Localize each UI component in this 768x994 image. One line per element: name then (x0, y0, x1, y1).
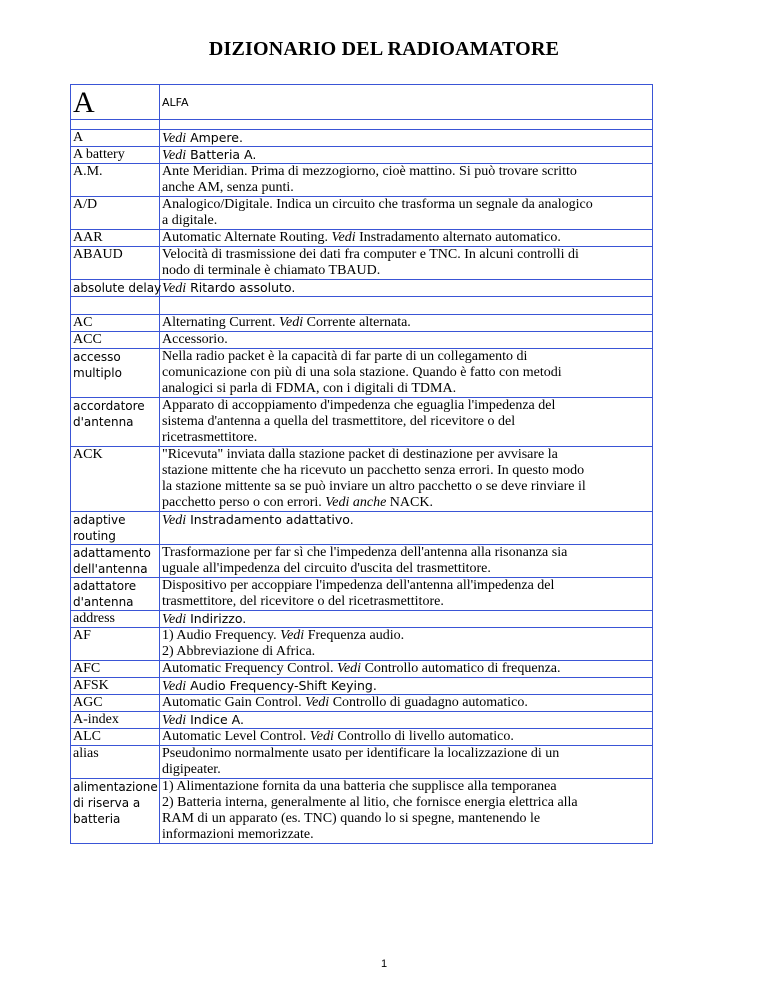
definition-text: "Ricevuta" inviata dalla stazione packet di destinazione per avvisare la (162, 447, 558, 462)
entry-definition (160, 447, 653, 512)
definition-text: Nella radio packet è la capacità di far parte di un collegamento di (162, 349, 528, 364)
vedi-reference: Vedi (331, 230, 356, 245)
dictionary-entry (71, 678, 653, 695)
dictionary-entry (71, 230, 653, 247)
definition-text: informazioni memorizzate. (162, 827, 314, 842)
entry-term (71, 695, 160, 712)
definition-line (162, 779, 650, 795)
cross-reference: Ritardo assoluto. (186, 280, 296, 295)
entry-definition (160, 332, 653, 349)
definition-line (162, 463, 650, 479)
definition-text: ricetrasmettitore. (162, 430, 258, 445)
section-header-row (71, 85, 653, 120)
dictionary-entry (71, 729, 653, 746)
definition-text: 2) Batteria interna, generalmente al litio, che fornisce energia elettrica alla (162, 795, 578, 810)
term-line: absolute delay (73, 281, 162, 295)
entry-term (71, 130, 160, 147)
definition-text: Trasformazione per far sì che l'impedenza dell'antenna alla risonanza sia (162, 545, 568, 560)
dictionary-entry (71, 247, 653, 280)
section-label: ALFA (160, 85, 653, 120)
definition-text: Alternating Current. (162, 315, 280, 330)
entry-term (71, 398, 160, 447)
term-line: AFSK (73, 678, 109, 693)
term-line: address (73, 611, 115, 626)
definition-line (162, 230, 650, 246)
vedi-reference: Vedi (162, 131, 187, 146)
definition-line (162, 811, 650, 827)
dictionary-entry (71, 661, 653, 678)
definition-text: 1) Alimentazione fornita da una batteria che supplisce alla temporanea (162, 779, 557, 794)
definition-line (162, 561, 650, 577)
definition-text: trasmettitore, del ricevitore o del ricetrasmettitore. (162, 594, 444, 609)
definition-text: NACK. (386, 495, 433, 510)
definition-text: Frequenza audio. (304, 628, 405, 643)
term-line: di riserva a (73, 796, 141, 810)
cross-reference: Ampere. (186, 130, 243, 145)
dictionary-entry (71, 611, 653, 628)
term-line: adattatore (73, 579, 137, 593)
definition-text: Accessorio. (162, 332, 228, 347)
entry-term (71, 447, 160, 512)
term-line: adaptive (73, 513, 126, 527)
entry-definition (160, 628, 653, 661)
vedi-reference: Vedi (162, 713, 187, 728)
definition-text: Velocità di trasmissione dei dati fra computer e TNC. In alcuni controlli di (162, 247, 579, 262)
definition-text: Analogico/Digitale. Indica un circuito che trasforma un segnale da analogico (162, 197, 593, 212)
definition-line (162, 661, 650, 677)
definition-line (162, 512, 650, 528)
dictionary-entry (71, 512, 653, 545)
term-line: AF (73, 628, 91, 643)
entry-term (71, 332, 160, 349)
term-line: alias (73, 746, 99, 761)
definition-text: Automatic Level Control. (162, 729, 310, 744)
definition-line (162, 280, 650, 296)
entry-definition (160, 746, 653, 779)
definition-line (162, 762, 650, 778)
section-letter: A (71, 85, 160, 120)
dictionary-entry (71, 578, 653, 611)
definition-text: pacchetto perso o con errori. (162, 495, 326, 510)
spacer-row (71, 120, 653, 130)
definition-line (162, 332, 650, 348)
term-line: accordatore (73, 399, 145, 413)
term-line: ABAUD (73, 247, 123, 262)
term-line: A.M. (73, 164, 103, 179)
definition-line (162, 447, 650, 463)
entry-term (71, 230, 160, 247)
entry-definition (160, 164, 653, 197)
entry-term (71, 712, 160, 729)
definition-line (162, 695, 650, 711)
vedi-reference: Vedi (279, 315, 304, 330)
definition-line (162, 594, 650, 610)
entry-definition (160, 779, 653, 844)
definition-line (162, 678, 650, 694)
term-line: d'antenna (73, 415, 134, 429)
definition-line (162, 349, 650, 365)
entry-term (71, 678, 160, 695)
definition-line (162, 430, 650, 446)
definition-text: Corrente alternata. (303, 315, 411, 330)
entry-term (71, 746, 160, 779)
term-line: adattamento (73, 546, 151, 560)
entry-term (71, 280, 160, 297)
dictionary-entry (71, 147, 653, 164)
entry-definition (160, 398, 653, 447)
vedi-reference: Vedi (305, 695, 330, 710)
definition-text: RAM di un apparato (es. TNC) quando lo si spegne, mantenendo le (162, 811, 541, 826)
definition-line (162, 545, 650, 561)
entry-definition (160, 729, 653, 746)
definition-line (162, 365, 650, 381)
dictionary-entry (71, 280, 653, 297)
entry-definition (160, 678, 653, 695)
entry-term (71, 147, 160, 164)
definition-line (162, 164, 650, 180)
entry-term (71, 164, 160, 197)
term-line: AAR (73, 230, 103, 245)
definition-text: la stazione mittente sa se può inviare un altro pacchetto o se deve rinviare il (162, 479, 586, 494)
dictionary-entry (71, 628, 653, 661)
dictionary-table (70, 84, 653, 844)
definition-line (162, 398, 650, 414)
definition-line (162, 712, 650, 728)
term-line: alimentazione (73, 780, 158, 794)
vedi-reference: Vedi (309, 729, 334, 744)
definition-line (162, 263, 650, 279)
definition-line (162, 644, 650, 660)
dictionary-entry (71, 315, 653, 332)
definition-text: a digitale. (162, 213, 218, 228)
vedi-reference: Vedi (162, 513, 187, 528)
entry-definition (160, 661, 653, 678)
dictionary-entry (71, 164, 653, 197)
term-line: multiplo (73, 366, 122, 380)
term-line: AGC (73, 695, 103, 710)
dictionary-entry (71, 695, 653, 712)
dictionary-entry (71, 130, 653, 147)
definition-line (162, 414, 650, 430)
entry-definition (160, 230, 653, 247)
definition-text: Apparato di accoppiamento d'impedenza che eguaglia l'impedenza del (162, 398, 556, 413)
term-line: A (73, 130, 84, 145)
entry-definition (160, 712, 653, 729)
entry-definition (160, 545, 653, 578)
dictionary-entry (71, 545, 653, 578)
term-line: accesso (73, 350, 121, 364)
term-line: A/D (73, 197, 98, 212)
definition-line (162, 611, 650, 627)
dictionary-entry (71, 197, 653, 230)
definition-line (162, 180, 650, 196)
definition-text: sistema d'antenna a quella del trasmettitore, del ricevitore o del (162, 414, 516, 429)
term-line: A battery (73, 147, 125, 162)
entry-definition (160, 197, 653, 230)
vedi-reference: Vedi (336, 661, 362, 676)
entry-definition (160, 147, 653, 164)
definition-text: Controllo di guadagno automatico. (329, 695, 528, 710)
definition-text: Instradamento alternato automatico. (355, 230, 561, 245)
page-title: DIZIONARIO DEL RADIOAMATORE (208, 38, 560, 60)
definition-line (162, 315, 650, 331)
definition-text: uguale all'impedenza del circuito d'uscita del trasmettitore. (162, 561, 491, 576)
definition-line (162, 729, 650, 745)
dictionary-entry (71, 746, 653, 779)
entry-definition (160, 611, 653, 628)
entry-definition (160, 247, 653, 280)
entry-term (71, 545, 160, 578)
definition-text: digipeater. (162, 762, 221, 777)
definition-text: Ante Meridian. Prima di mezzogiorno, cioè mattino. Si può trovare scritto (162, 164, 577, 179)
definition-line (162, 197, 650, 213)
definition-text: Controllo automatico di frequenza. (361, 661, 561, 676)
definition-text: 1) Audio Frequency. (162, 628, 281, 643)
definition-line (162, 795, 650, 811)
entry-definition (160, 315, 653, 332)
definition-line (162, 578, 650, 594)
definition-text: Controllo di livello automatico. (333, 729, 514, 744)
term-line: batteria (73, 812, 121, 826)
dictionary-entry (71, 349, 653, 398)
definition-text: stazione mittente che ha ricevuto un pacchetto senza errori. In questo modo (162, 463, 585, 478)
definition-text: 2) Abbreviazione di Africa. (162, 644, 316, 659)
dictionary-entry (71, 447, 653, 512)
vedi-reference: Vedi (162, 679, 187, 694)
entry-definition (160, 512, 653, 545)
term-line: ALC (73, 729, 101, 744)
definition-line (162, 746, 650, 762)
spacer-row (71, 297, 653, 315)
definition-text: Pseudonimo normalmente usato per identificare la localizzazione di un (162, 746, 560, 761)
term-line: AC (73, 315, 93, 330)
definition-text: comunicazione con più di una sola stazione. Quando è fatto con metodi (162, 365, 562, 380)
entry-term (71, 349, 160, 398)
entry-definition (160, 130, 653, 147)
page-number: 1 (380, 958, 388, 970)
entry-term (71, 197, 160, 230)
vedi-reference: Vedi (162, 281, 187, 296)
vedi-reference: Vedi (162, 148, 187, 163)
term-line: ACK (73, 447, 103, 462)
entry-term (71, 578, 160, 611)
entry-term (71, 661, 160, 678)
term-line: AFC (73, 661, 101, 676)
vedi-reference: Vedi (280, 628, 305, 643)
definition-line (162, 147, 650, 163)
cross-reference: Batteria A. (186, 147, 257, 162)
definition-line (162, 381, 650, 397)
entry-term (71, 628, 160, 661)
definition-line (162, 495, 650, 511)
vedi-reference: Vedi (162, 612, 187, 627)
term-line: routing (73, 529, 116, 543)
dictionary-entry (71, 712, 653, 729)
definition-text: nodo di terminale è chiamato TBAUD. (162, 263, 381, 278)
term-line: d'antenna (73, 595, 134, 609)
term-line: A-index (73, 712, 119, 727)
entry-term (71, 779, 160, 844)
vedi-reference: Vedi anche (325, 495, 387, 510)
definition-text: Automatic Frequency Control. (162, 661, 337, 676)
cross-reference: Audio Frequency-Shift Keying. (186, 678, 377, 693)
definition-text: Automatic Gain Control. (162, 695, 306, 710)
cross-reference: Indice A. (186, 712, 244, 727)
definition-line (162, 213, 650, 229)
entry-term (71, 729, 160, 746)
definition-text: Automatic Alternate Routing. (162, 230, 332, 245)
entry-definition (160, 280, 653, 297)
definition-text: analogici si parla di FDMA, con i digitali di TDMA. (162, 381, 457, 396)
entry-term (71, 512, 160, 545)
definition-text: anche AM, senza punti. (162, 180, 294, 195)
entry-definition (160, 578, 653, 611)
definition-line (162, 827, 650, 843)
term-line: ACC (73, 332, 102, 347)
entry-term (71, 315, 160, 332)
dictionary-entry (71, 398, 653, 447)
entry-definition (160, 695, 653, 712)
definition-line (162, 628, 650, 644)
cross-reference: Indirizzo. (186, 611, 247, 626)
definition-line (162, 479, 650, 495)
definition-line (162, 130, 650, 146)
cross-reference: Instradamento adattativo. (186, 512, 354, 527)
entry-term (71, 611, 160, 628)
dictionary-entry (71, 332, 653, 349)
entry-definition (160, 349, 653, 398)
dictionary-entry (71, 779, 653, 844)
definition-line (162, 247, 650, 263)
term-line: dell'antenna (73, 562, 148, 576)
entry-term (71, 247, 160, 280)
definition-text: Dispositivo per accoppiare l'impedenza dell'antenna all'impedenza del (162, 578, 555, 593)
